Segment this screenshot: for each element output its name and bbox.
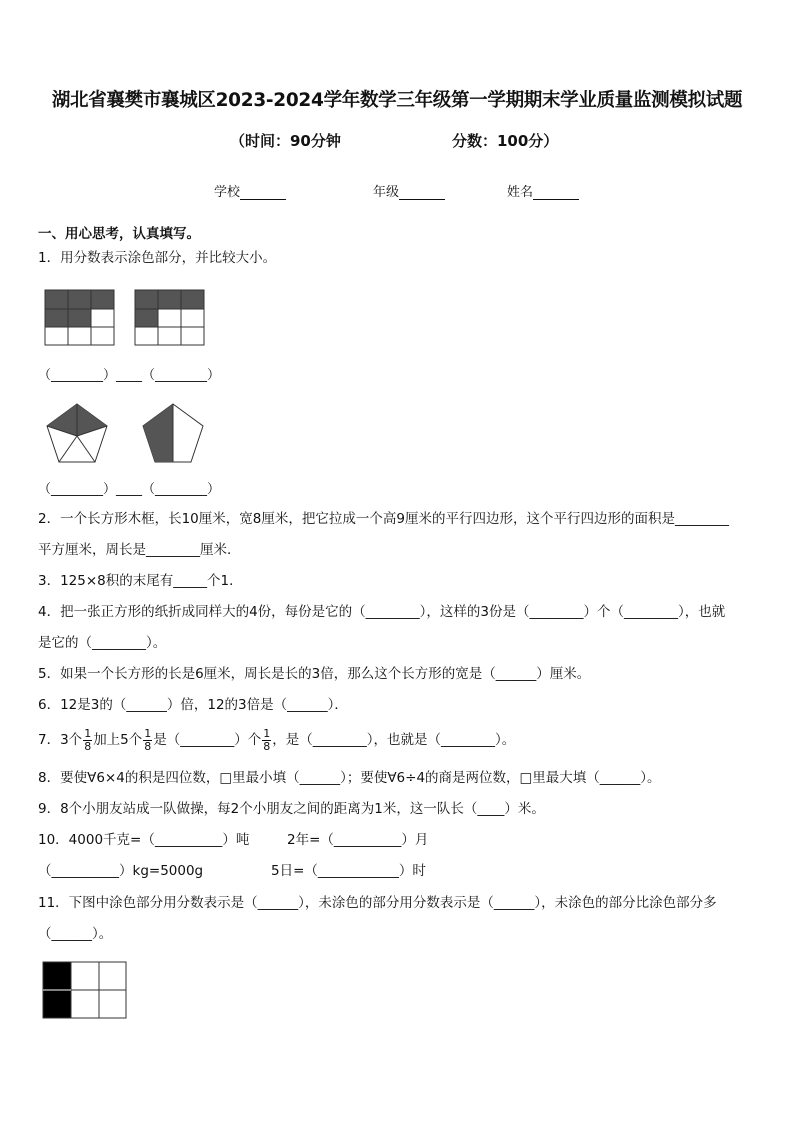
fraction-denominator: 8: [84, 739, 92, 753]
question-1: 1．用分数表示涂色部分，并比较大小。: [38, 250, 277, 266]
question-7: [38, 724, 515, 756]
fraction-one-eighth: [262, 728, 271, 753]
question-10-part-1: 10．4000千克=（__________）吨: [38, 832, 250, 848]
school-field: [214, 181, 286, 200]
question-11-line-2: （______）。: [38, 926, 113, 942]
question-9: 9．8个小朋友站成一队做操，每2个小朋友之间的距离为1米，这一队长（____）米。: [38, 801, 545, 817]
fraction-denominator: 8: [263, 739, 271, 753]
question-10-part-2: 2年=（__________）月: [287, 832, 429, 848]
question-2-line-2: 平方厘米，周长是________厘米．: [38, 542, 241, 558]
question-11-line-1: 11．下图中涂色部分用分数表示是（______），未涂色的部分用分数表示是（______），未涂色的部分比涂色部分多: [38, 895, 717, 911]
page-title: 湖北省襄樊市襄城区2023-2024学年数学三年级第一学期期末学业质量监测模拟试题: [51, 90, 743, 111]
question-10-part-4: 5日=（____________）时: [271, 863, 426, 879]
question-5: 5．如果一个长方形的长是6厘米，周长是长的3倍，那么这个长方形的宽是（______）厘米。: [38, 666, 591, 682]
compare-row-1: （________）____（________）: [38, 368, 221, 383]
q7-part-1: 7．3个: [38, 732, 83, 748]
fraction-one-eighth: [83, 728, 92, 753]
grid-figure-3: [42, 961, 128, 1020]
q7-part-4: ，是（________），也就是（________）。: [272, 732, 516, 748]
question-2-line-1: 2．一个长方形木框，长10厘米，宽8厘米，把它拉成一个高9厘米的平行四边形，这个平行四边形的面积是________: [38, 511, 729, 527]
grade-label: 年级: [373, 185, 400, 200]
question-6: 6．12是3的（______）倍，12的3倍是（______）．: [38, 697, 348, 713]
fraction-one-eighth: [143, 728, 152, 753]
fraction-denominator: 8: [144, 739, 152, 753]
name-field: [507, 181, 579, 200]
grid-figure-2: [134, 289, 206, 347]
pentagon-shaded-half: [143, 404, 173, 462]
compare-row-2: （________）____（________）: [38, 482, 221, 497]
question-4-line-1: 4．把一张正方形的纸折成同样大的4份，每份是它的（________），这样的3份是（________）个（________），也就: [38, 604, 726, 620]
question-10-part-3: （__________）kg=5000g: [38, 863, 204, 879]
name-label: 姓名: [507, 185, 534, 200]
score-label: 分数：100分）: [452, 132, 559, 150]
grade-blank: [399, 187, 445, 200]
q7-part-3: 是（________）个: [153, 732, 262, 748]
name-blank: [533, 187, 579, 200]
grid-figure-1: [44, 289, 116, 347]
question-8: 8．要使∀6×4的积是四位数，□里最小填（______）；要使∀6÷4的商是两位数，□里最大填（______）。: [38, 770, 661, 786]
school-blank: [240, 187, 286, 200]
q7-part-2: 加上5个: [93, 732, 143, 748]
section-heading: 一、用心思考，认真填写。: [38, 226, 200, 242]
time-label: （时间：90分钟: [230, 132, 341, 150]
grade-field: [373, 181, 445, 200]
school-label: 学校: [214, 185, 241, 200]
pentagon-figure-2: [140, 402, 206, 464]
pentagon-figure-1: [44, 402, 110, 464]
fraction-numerator: 1: [84, 726, 92, 740]
question-4-line-2: 是它的（________）。: [38, 635, 167, 651]
fraction-numerator: 1: [263, 726, 271, 740]
question-3: 3．125×8积的末尾有_____个1．: [38, 573, 243, 589]
fraction-numerator: 1: [144, 726, 152, 740]
